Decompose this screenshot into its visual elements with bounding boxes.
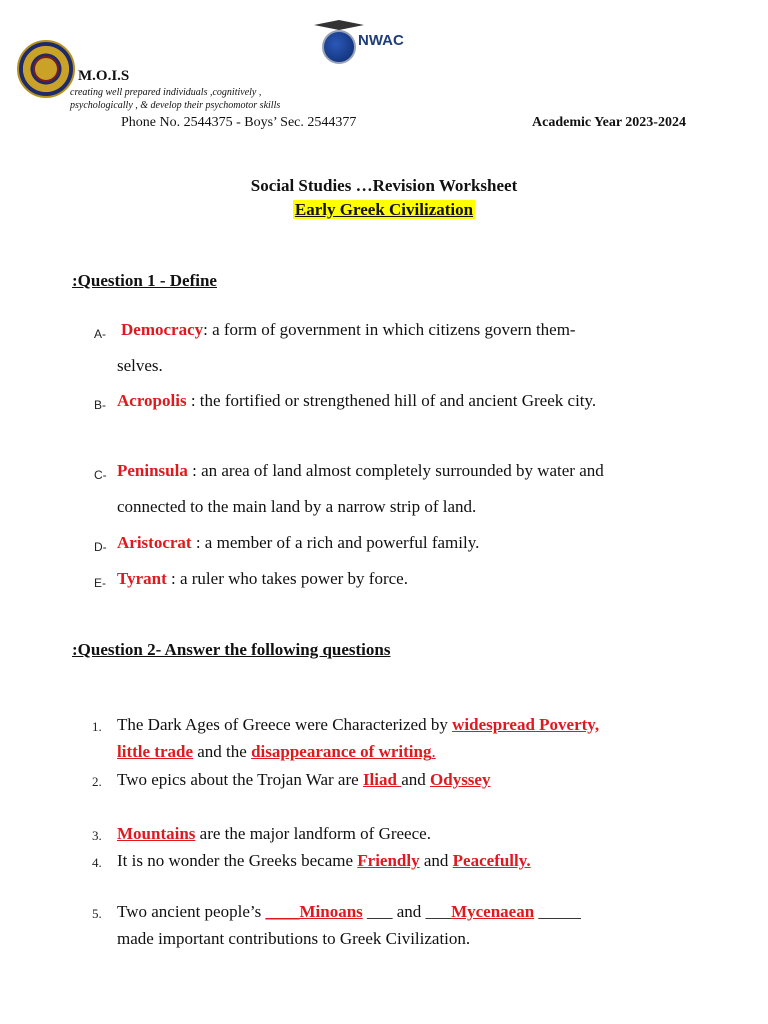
answer-2-line xyxy=(117,770,717,790)
number-1: 1. xyxy=(92,719,102,734)
answer-5-line-2: made important contributions to Greek Civilization. xyxy=(117,929,471,948)
phone-numbers: Phone No. 2544375 - Boys’ Sec. 2544377 xyxy=(121,115,357,130)
question-1-heading: :Question 1 - Define xyxy=(72,271,217,290)
answer-widespread-poverty: widespread Poverty, xyxy=(452,715,600,734)
marker-c: C- xyxy=(94,468,107,482)
answer-3-line xyxy=(117,824,717,844)
term-acropolis: Acropolis xyxy=(117,391,187,410)
nwac-logo-text: NWAC xyxy=(358,32,404,49)
answer-1-line-2 xyxy=(117,742,717,762)
answer-little-trade: little trade xyxy=(117,742,193,761)
answer-4-text-a: It is no wonder the Greeks became xyxy=(117,851,358,870)
nwac-logo xyxy=(314,20,424,68)
definition-a-body: : a form of government in which citizens govern them- xyxy=(203,320,576,339)
answer-1-text-d: and the xyxy=(193,742,252,761)
marker-b: B- xyxy=(94,398,106,412)
question-2-heading: :Question 2- Answer the following questions xyxy=(72,640,391,659)
answer-5-text-and: and xyxy=(392,902,426,921)
school-name: M.O.I.S xyxy=(78,68,130,84)
answer-1-period: . xyxy=(431,742,436,761)
answer-5-blank-1: ____ xyxy=(265,902,300,921)
school-logo-emblem xyxy=(33,56,59,82)
number-5: 5. xyxy=(92,906,102,921)
marker-a: A- xyxy=(94,327,106,341)
worksheet-subtitle xyxy=(0,200,768,220)
worksheet-title: Social Studies …Revision Worksheet xyxy=(250,176,518,195)
marker-e: E- xyxy=(94,576,106,590)
answer-odyssey: Odyssey xyxy=(430,770,491,789)
answer-5-text-a: Two ancient people’s xyxy=(117,902,266,921)
number-2: 2. xyxy=(92,774,102,789)
answer-minoans: Minoans xyxy=(299,902,363,921)
school-logo xyxy=(17,40,75,98)
number-3: 3. xyxy=(92,828,102,843)
term-democracy: Democracy xyxy=(121,320,204,339)
answer-5-blank-2: ___ xyxy=(362,902,393,921)
answer-3-text-b: are the major landform of Greece. xyxy=(195,824,431,843)
term-peninsula: Peninsula xyxy=(117,461,188,480)
definition-a-continuation: selves. xyxy=(117,356,163,375)
answer-iliad: Iliad xyxy=(362,770,402,789)
definition-d-text xyxy=(117,533,717,553)
answer-mountains: Mountains xyxy=(117,824,196,843)
definition-e-body: : a ruler who takes power by force. xyxy=(166,569,408,588)
definition-b-text xyxy=(117,391,717,411)
globe-icon xyxy=(322,30,356,64)
definition-d-body: : a member of a rich and powerful family. xyxy=(191,533,480,552)
answer-friendly: Friendly xyxy=(357,851,420,870)
definition-c-body: : an area of land almost completely surrounded by water and xyxy=(187,461,604,480)
definition-c-text xyxy=(117,461,717,481)
answer-disappearance-of-writing: disappearance of writing xyxy=(251,742,432,761)
definition-c-continuation: connected to the main land by a narrow strip of land. xyxy=(117,497,477,516)
graduation-cap-icon xyxy=(314,20,364,30)
slogan-line-1: creating well prepared individuals ,cognitively , xyxy=(70,87,262,98)
subtitle-highlight: Early Greek Civilization xyxy=(294,200,474,219)
number-4: 4. xyxy=(92,855,102,870)
term-aristocrat: Aristocrat xyxy=(117,533,192,552)
answer-1-text-a: The Dark Ages of Greece were Characterized by xyxy=(117,715,453,734)
answer-5-blank-3: ___ xyxy=(425,902,452,921)
answer-1-line-1 xyxy=(117,715,717,735)
definition-e-text xyxy=(117,569,717,589)
school-slogan xyxy=(70,86,330,112)
answer-mycenaean: Mycenaean xyxy=(451,902,535,921)
slogan-line-2: psychologically , & develop their psychomotor skills xyxy=(70,100,281,111)
answer-4-text-c: and xyxy=(419,851,453,870)
answer-peacefully: Peacefully. xyxy=(452,851,531,870)
academic-year: Academic Year 2023-2024 xyxy=(532,115,686,130)
definition-b-body: : the fortified or strengthened hill of and ancient Greek city. xyxy=(186,391,597,410)
definition-a-text xyxy=(121,320,721,340)
answer-5-blank-4: _____ xyxy=(534,902,581,921)
answer-5-line-1 xyxy=(117,902,717,922)
answer-2-text-a: Two epics about the Trojan War are xyxy=(117,770,363,789)
answer-4-line xyxy=(117,851,717,871)
term-tyrant: Tyrant xyxy=(117,569,167,588)
answer-2-text-c: and xyxy=(401,770,431,789)
marker-d: D- xyxy=(94,540,107,554)
